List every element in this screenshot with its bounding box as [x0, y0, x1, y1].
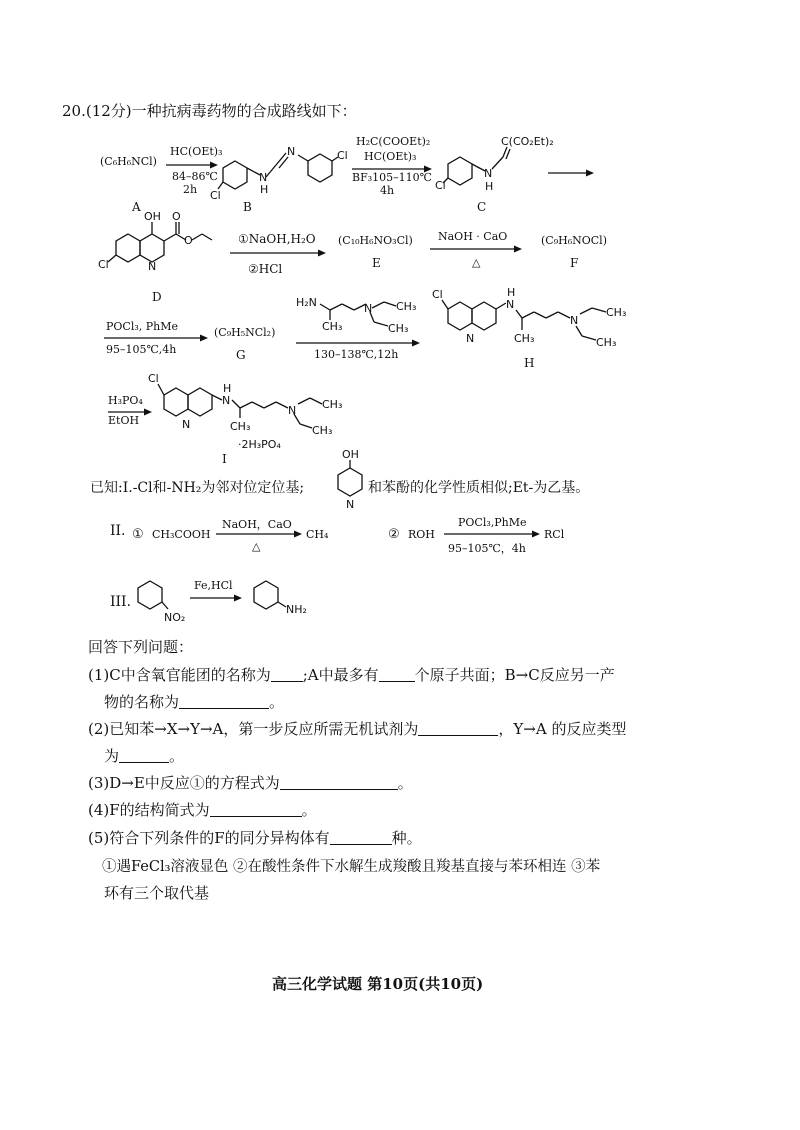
- known-ii1-right: CH₄: [306, 528, 329, 541]
- q4-text-b: 。: [301, 801, 317, 819]
- h-ch3-2: CH₃: [606, 306, 627, 319]
- question-4: [88, 799, 317, 820]
- q1-text-c: 个原子共面；B→C反应另一产: [414, 666, 615, 684]
- c-atom-h: H: [485, 180, 494, 193]
- cond-fg-bot: 95–105℃,4h: [106, 343, 177, 356]
- q1-blank-3[interactable]: [179, 694, 269, 709]
- i-ch3-3: CH₃: [312, 424, 333, 437]
- structure-d: [98, 212, 228, 292]
- known-ii1-bot: △: [252, 540, 261, 553]
- cond-hi-bot: EtOH: [108, 414, 140, 427]
- q2-text-a: (2)已知苯→X→Y→A，第一步反应所需无机试剂为: [88, 720, 419, 738]
- structure-4-hydroxypyridine: [332, 450, 372, 514]
- q2-blank-1[interactable]: [418, 721, 498, 736]
- label-d: D: [152, 290, 162, 304]
- c-atom-n: N: [484, 167, 493, 180]
- formula-g: (C₉H₅NCl₂): [214, 326, 276, 339]
- amine-ch3-3: CH₃: [388, 322, 409, 335]
- q1-text-e: 。: [269, 693, 285, 711]
- label-f: F: [570, 256, 579, 270]
- known-ii2-circ: ②: [388, 527, 400, 542]
- cond-ab-top: HC(OEt)₃: [170, 145, 223, 158]
- question-1-line2: [104, 691, 284, 712]
- q1-text-a: (1)C中含氧官能团的名称为: [88, 666, 271, 684]
- questions-intro: 回答下列问题：: [88, 638, 194, 656]
- i-salt: ·2H₃PO₄: [238, 438, 281, 451]
- h-ch3-1: CH₃: [514, 332, 535, 345]
- question-5-line3: 环有三个取代基: [104, 884, 210, 902]
- c-atom-cl: Cl: [435, 179, 446, 192]
- question-title: 20.(12分)一种抗病毒药物的合成路线如下：: [62, 102, 357, 120]
- page-footer: 高三化学试题 第10页(共10页): [272, 975, 484, 993]
- q2-text-c: 为: [104, 747, 120, 765]
- known-line1a: 已知:I.-Cl和-NH₂为邻对位定位基;: [90, 480, 305, 496]
- c-co2et: C(CO₂Et)₂: [501, 135, 554, 148]
- h-atom-cl: Cl: [432, 288, 443, 301]
- question-5-line2: ①遇FeCl₃溶液显色 ②在酸性条件下水解生成羧酸且羧基直接与苯环相连 ③苯: [102, 859, 601, 875]
- arrow-known-iii: [190, 593, 242, 603]
- d-atom-oh: OH: [144, 210, 161, 223]
- q3-text-b: 。: [397, 774, 413, 792]
- arrow-f-g: [104, 333, 208, 343]
- q4-text-a: (4)F的结构简式为: [88, 801, 210, 819]
- question-2-line1: [88, 718, 626, 739]
- q1-blank-2[interactable]: [379, 667, 415, 682]
- label-a: A: [132, 200, 141, 214]
- label-h: H: [524, 356, 535, 370]
- d-atom-o2: O: [184, 234, 193, 247]
- label-b: B: [243, 200, 252, 214]
- known-iii-reagent: Fe,HCl: [194, 579, 233, 592]
- b-atom-n1: N: [287, 145, 296, 158]
- structure-i: [146, 370, 376, 460]
- cond-bc-1: H₂C(COOEt)₂: [356, 135, 431, 148]
- cond-de-top: ①NaOH,H₂O: [238, 232, 316, 246]
- i-atom-cl: Cl: [148, 372, 159, 385]
- h-atom-nh-h: H: [507, 286, 516, 299]
- q2-blank-2[interactable]: [119, 748, 169, 763]
- cond-bc-3: BF₃105–110℃: [352, 171, 432, 184]
- known-ii2-left: ROH: [408, 528, 435, 541]
- b-atom-cl2: Cl: [337, 149, 348, 162]
- cond-de-bot: ②HCl: [248, 262, 283, 276]
- q1-text-d: 物的名称为: [104, 693, 180, 711]
- q3-blank[interactable]: [280, 775, 398, 790]
- cond-ab-mid: 84–86℃: [172, 170, 218, 183]
- cond-ab-bot: 2h: [183, 183, 198, 196]
- arrow-g-h: [296, 338, 420, 348]
- q2-text-d: 。: [169, 747, 185, 765]
- q3-text-a: (3)D→E中反应①的方程式为: [88, 774, 280, 792]
- known-iii-label: III.: [110, 594, 132, 610]
- q1-blank-1[interactable]: [271, 667, 303, 682]
- formula-a: (C₆H₆NCl): [100, 155, 157, 168]
- h-ch3-3: CH₃: [596, 336, 617, 349]
- q2-text-b: ，Y→A 的反应类型: [498, 720, 627, 738]
- q5-text-a: (5)符合下列条件的F的同分异构体有: [88, 829, 330, 847]
- label-c: C: [477, 200, 487, 214]
- arrow-known-ii2: [444, 529, 540, 539]
- cond-bc-2: HC(OEt)₃: [364, 150, 417, 163]
- cond-bc-4: 4h: [380, 184, 395, 197]
- label-e: E: [372, 256, 381, 270]
- d-atom-n: N: [148, 260, 157, 273]
- q1-text-b: ;A中最多有: [302, 666, 379, 684]
- d-atom-cl: Cl: [98, 258, 109, 271]
- amine-n: N: [364, 302, 373, 315]
- h-atom-n-amine: N: [570, 314, 579, 327]
- known-ii2-bot: 95–105℃，4h: [448, 542, 526, 555]
- formula-e: (C₁₀H₆NO₃Cl): [338, 234, 413, 247]
- label-g: G: [236, 348, 246, 362]
- i-atom-n-ring: N: [182, 418, 191, 431]
- amine-ch3-2: CH₃: [396, 300, 417, 313]
- structure-h: [430, 286, 640, 368]
- structure-amine-reagent: [296, 294, 436, 338]
- aniline-nh2: NH₂: [286, 603, 307, 616]
- arrow-c-d: [548, 168, 594, 178]
- formula-f: (C₉H₆NOCl): [541, 234, 607, 247]
- cond-gh-bot: 130–138℃,12h: [314, 348, 399, 361]
- arrow-e-f: [430, 244, 522, 254]
- cond-ef-bot: △: [472, 256, 481, 269]
- b-atom-h: H: [260, 183, 269, 196]
- structure-b: [210, 133, 350, 205]
- i-atom-nh-h: H: [223, 382, 232, 395]
- pyr-n: N: [346, 498, 355, 511]
- amine-h2n: H₂N: [296, 296, 317, 309]
- q5-blank[interactable]: [330, 830, 392, 845]
- cond-ef-top: NaOH · CaO: [438, 230, 508, 243]
- d-atom-o1: O: [172, 210, 181, 223]
- b-atom-cl1: Cl: [210, 189, 221, 202]
- structure-c: [435, 135, 555, 205]
- h-atom-n-ring: N: [466, 332, 475, 345]
- q4-blank[interactable]: [210, 802, 302, 817]
- pyr-oh: OH: [342, 448, 359, 461]
- i-atom-n-amine: N: [288, 404, 297, 417]
- structure-nitrobenzene: [130, 575, 190, 627]
- question-5-line1: [88, 827, 422, 848]
- arrow-d-e: [230, 248, 326, 258]
- known-ii1-left: CH₃COOH: [152, 528, 211, 541]
- known-ii2-top: POCl₃,PhMe: [458, 516, 527, 529]
- q5-text-b: 种。: [391, 829, 422, 847]
- question-2-line2: [104, 745, 184, 766]
- h-atom-nh-n: N: [506, 298, 515, 311]
- known-ii2-right: RCl: [544, 528, 565, 541]
- i-atom-nh-n: N: [222, 394, 231, 407]
- i-ch3-1: CH₃: [230, 420, 251, 433]
- known-ii1-circ: ①: [132, 527, 144, 542]
- structure-aniline: [246, 575, 316, 627]
- question-1-line1: [88, 664, 615, 685]
- label-i: I: [222, 452, 227, 466]
- cond-hi-top: H₃PO₄: [108, 394, 143, 407]
- known-ii1-top: NaOH，CaO: [222, 518, 292, 531]
- question-3: [88, 772, 413, 793]
- nitro-no2: NO₂: [164, 611, 186, 624]
- known-ii-label: II.: [110, 523, 126, 539]
- amine-ch3-1: CH₃: [322, 320, 343, 333]
- i-ch3-2: CH₃: [322, 398, 343, 411]
- cond-fg-top: POCl₃, PhMe: [106, 320, 179, 333]
- known-line1b: 和苯酚的化学性质相似;Et-为乙基。: [368, 480, 590, 496]
- b-atom-n2: N: [259, 171, 268, 184]
